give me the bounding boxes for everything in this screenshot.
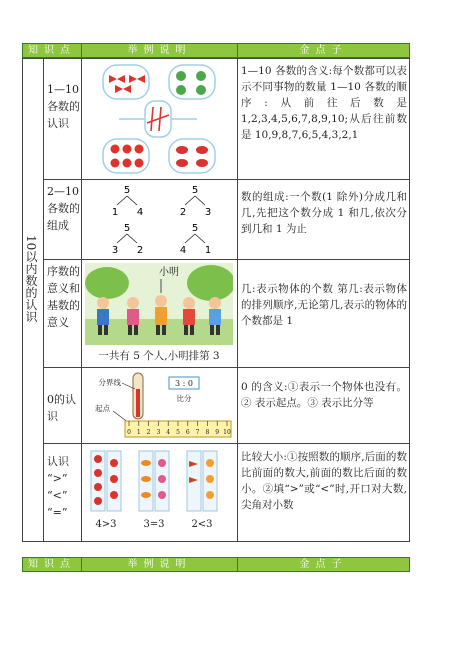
compare-result-2: 3=3 <box>143 519 165 530</box>
header-col-examples: 举例说明 <box>127 45 192 56</box>
tip-zero: 0 的含义:①表示一个物体也没有。② 表示起点。③ 表示比分等 <box>241 381 407 409</box>
score-label: 比分 <box>176 394 192 403</box>
ruler-tick-label: 5 <box>176 429 180 436</box>
flower-icon <box>110 459 118 499</box>
header-col-knowledge: 知识点 <box>28 45 76 56</box>
tree-icon <box>187 265 233 301</box>
compare-topic-line: “<” <box>47 489 68 502</box>
ruler-tick-label: 4 <box>166 429 171 436</box>
composition-tree-1 <box>112 185 143 218</box>
topic-compare-signs <box>47 453 81 521</box>
zero-illustration <box>85 371 233 441</box>
topic-number-composition: 2—10各数的组成 <box>47 185 80 232</box>
composition-tree-3 <box>112 223 143 256</box>
tip-number-composition: 数的组成:一个数(1 除外)分成几和几,先把这个数分成 1 和几,依次分到几和 1 为止 <box>241 191 407 235</box>
comparison-illustration <box>85 449 233 537</box>
composition-trees <box>85 181 233 257</box>
composition-tree-4 <box>180 223 211 256</box>
flower-group <box>103 139 149 173</box>
compare-result-3: 2<3 <box>191 519 213 530</box>
ruler-tick-label: 10 <box>223 429 231 436</box>
score-value: 3 : 0 <box>175 379 193 388</box>
compare-topic-line: 认识 <box>47 455 69 468</box>
tree-3-top: 5 <box>123 223 131 234</box>
tree-1-left: 1 <box>111 207 119 218</box>
table-header <box>22 43 410 58</box>
topic-zero: 0的认识 <box>47 393 76 423</box>
start-label: 起点 <box>95 404 110 413</box>
tree-4-left: 4 <box>179 245 187 256</box>
ruler-tick-label: 3 <box>156 429 161 436</box>
header-col-examples: 举例说明 <box>127 559 192 570</box>
tree-4-top: 5 <box>191 223 199 234</box>
section-title <box>23 59 43 541</box>
composition-tree-2 <box>180 185 211 218</box>
header-col-tips: 金点子 <box>299 45 348 56</box>
xiaoming-label: 小明 <box>159 267 179 278</box>
table-header-repeat <box>22 557 410 572</box>
compare-topic-line: “>” <box>47 472 68 485</box>
boundary-label: 分界线 <box>98 378 121 387</box>
shell-icon <box>206 459 214 499</box>
tree-2-left: 2 <box>179 207 187 218</box>
tree-3-right: 2 <box>136 245 144 256</box>
tree-1-right: 4 <box>136 207 144 218</box>
ruler-tick-label: 1 <box>136 429 141 436</box>
ordinal-caption: 一共有 5 个人,小明排第 3 <box>98 350 220 362</box>
compare-card-2 <box>139 451 169 511</box>
tip-ordinal-cardinal: 几:表示物体的个数 第几:表示物体的排列顺序,无论第几,表示的物体的个数都是 1 <box>241 283 407 327</box>
tip-compare-signs: 比较大小:①按照数的顺序,后面的数比前面的数大,前面的数比后面的数小。②填“>”或“<”时,开口对大数,尖角对小数 <box>241 451 407 511</box>
ruler-tick-label: 9 <box>215 429 220 436</box>
compare-card-1 <box>91 451 121 511</box>
number-picture-illustration <box>85 63 233 175</box>
ruler-tick-label: 7 <box>195 429 200 436</box>
ruler-tick-label: 6 <box>185 429 190 436</box>
topic-number-recognition: 1—10各数的认识 <box>47 83 80 130</box>
tip-number-recognition: 1—10 各数的含义:每个数都可以表示不同事物的数量 1—10 各数的顺序:从前往后数是 1,2,3,4,5,6,7,8,9,10;从后往前数是 10,9,8,7,6,5,4,3,2,1 <box>241 65 407 141</box>
knowledge-table <box>22 58 410 542</box>
header-col-knowledge: 知识点 <box>28 559 76 570</box>
crab-group <box>169 139 215 173</box>
compare-topic-line: “=” <box>47 506 68 519</box>
frog-group <box>169 65 215 99</box>
compare-result-1: 4>3 <box>95 519 117 530</box>
ruler-tick-label: 8 <box>205 429 210 436</box>
section-title-text: 10以内数的认识 <box>24 235 38 323</box>
compare-card-3 <box>187 451 217 511</box>
ruler-tick-label: 2 <box>146 429 151 436</box>
ruler-tick-label: 0 <box>127 429 131 436</box>
header-col-tips: 金点子 <box>299 559 348 570</box>
children-line-illustration <box>85 263 233 345</box>
tree-3-left: 3 <box>111 245 119 256</box>
tree-2-top: 5 <box>191 185 199 196</box>
topic-ordinal-cardinal: 序数的意义和基数的意义 <box>47 265 80 329</box>
tree-2-right: 3 <box>204 207 212 218</box>
candy-icon <box>158 459 166 499</box>
tree-icon <box>85 267 129 299</box>
tree-1-top: 5 <box>123 185 131 196</box>
tree-4-right: 1 <box>204 245 212 256</box>
